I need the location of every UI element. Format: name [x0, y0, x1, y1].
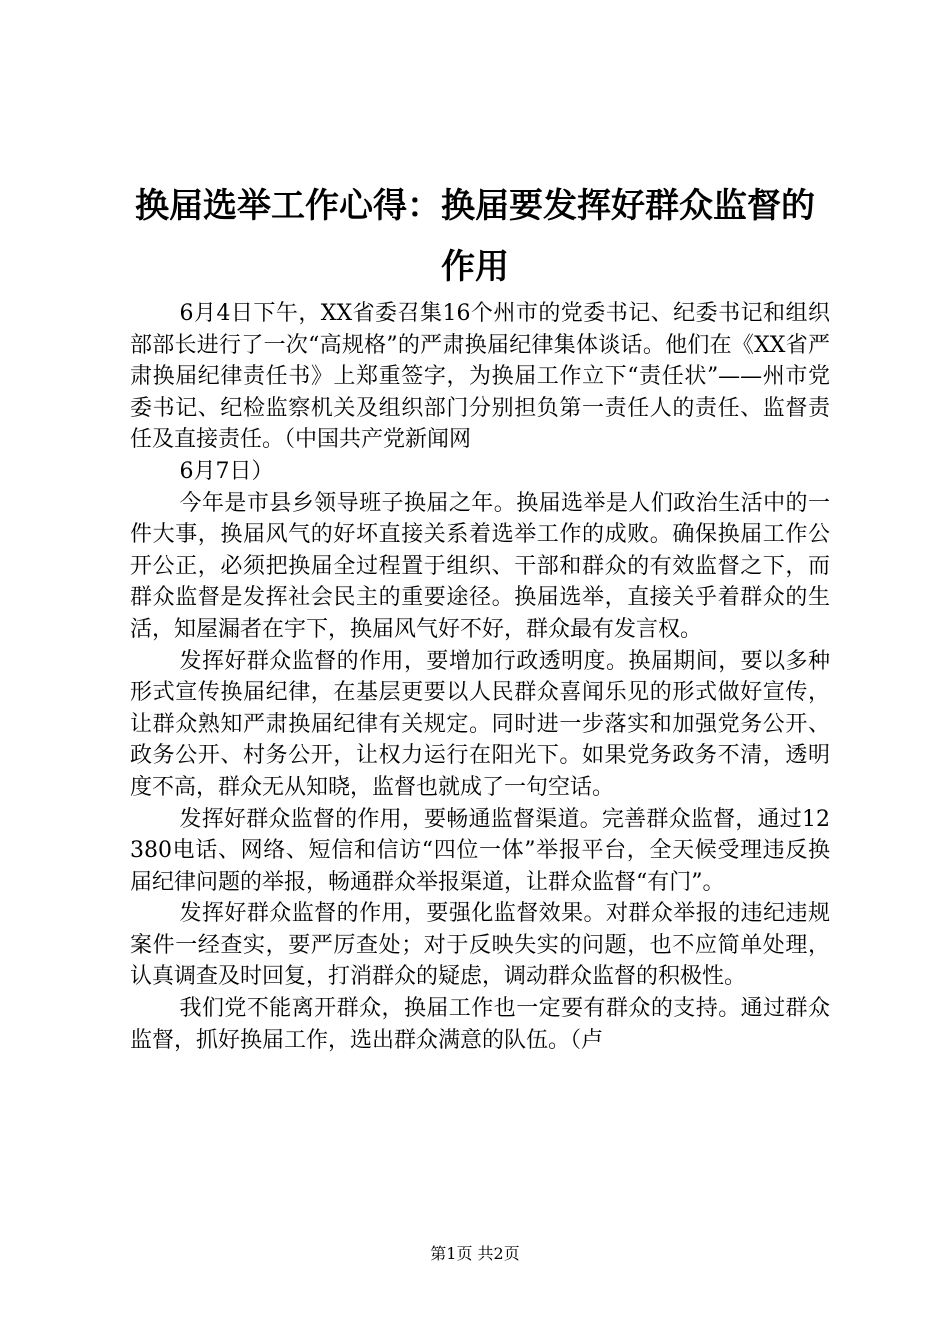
paragraph-5: 发挥好群众监督的作用，要畅通监督渠道。完善群众监督，通过12380电话、网络、短信和信访“四位一体”举报平台，全天候受理违反换届纪律问题的举报，畅通群众举报渠道，让群众监督“有门”。 — [130, 806, 830, 895]
paragraph-2: 6月7日） — [179, 458, 274, 484]
document-title-line-1: 换届选举工作心得：换届要发挥好群众监督的 — [135, 186, 815, 226]
paragraph-7: 我们党不能离开群众，换届工作也一定要有群众的支持。通过群众监督，抓好换届工作，选出群众满意的队伍。（卢 — [130, 996, 830, 1053]
document-body — [130, 298, 830, 1056]
page-footer: 第1页 共2页 — [430, 1244, 520, 1263]
paragraph-1: 6月4日下午，XX省委召集16个州市的党委书记、纪委书记和组织部部长进行了一次“高规格”的严肃换届纪律集体谈话。他们在《XX省严肃换届纪律责任书》上郑重签字，为换届工作立下“责任状”——州市党委书记、纪检监察机关及组织部门分别担负第一责任人的责任、监督责任及直接责任。（中国共产党新闻网 — [130, 301, 830, 453]
paragraph-4: 发挥好群众监督的作用，要增加行政透明度。换届期间，要以多种形式宣传换届纪律，在基层更要以人民群众喜闻乐见的形式做好宣传，让群众熟知严肃换届纪律有关规定。同时进一步落实和加强党务公开、政务公开、村务公开，让权力运行在阳光下。如果党务政务不清，透明度不高，群众无从知晓，监督也就成了一句空话。 — [130, 648, 830, 800]
document-title-line-2: 作用 — [441, 247, 509, 287]
paragraph-3: 今年是市县乡领导班子换届之年。换届选举是人们政治生活中的一件大事，换届风气的好坏直接关系着选举工作的成败。确保换届工作公开公正，必须把换届全过程置于组织、干部和群众的有效监督之下，而群众监督是发挥社会民主的重要途径。换届选举，直接关乎着群众的生活，知屋漏者在宇下，换届风气好不好，群众最有发言权。 — [130, 490, 830, 642]
paragraph-6: 发挥好群众监督的作用，要强化监督效果。对群众举报的违纪违规案件一经查实，要严厉查处；对于反映失实的问题，也不应简单处理，认真调查及时回复，打消群众的疑虑，调动群众监督的积极性。 — [130, 901, 830, 990]
